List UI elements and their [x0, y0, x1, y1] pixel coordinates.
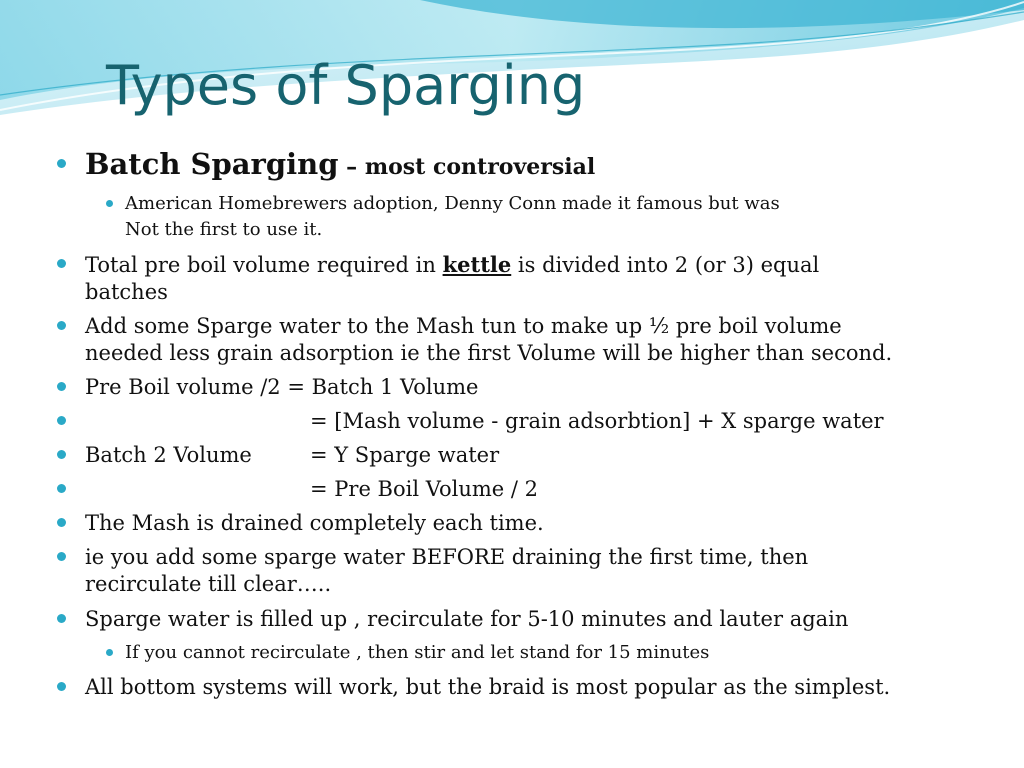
- sub-bullet-dot: [106, 200, 113, 207]
- sub-bullet-line2: Not the first to use it.: [125, 219, 323, 240]
- bullet-item: = [Mash volume - grain adsorbtion] + X sparge water: [310, 409, 884, 433]
- sub-bullet-item: [125, 191, 780, 243]
- bullet-dot: [57, 614, 66, 623]
- bullet-dot: [57, 259, 66, 268]
- heading-main: Batch Sparging: [85, 147, 339, 181]
- bullet-dot: [57, 484, 66, 493]
- bullet-item: = Y Sparge water: [310, 443, 500, 467]
- bullet-item-label: Batch 2 Volume: [85, 443, 252, 467]
- sub-bullet-line1: American Homebrewers adoption, Denny Conn made it famous but was: [125, 193, 780, 214]
- bullet-item: The Mash is drained completely each time.: [85, 511, 544, 535]
- bullet-dot: [57, 682, 66, 691]
- bullet-text-post: is divided into 2 (or 3) equal: [511, 253, 820, 277]
- sub-bullet-dot: [106, 649, 113, 656]
- bullet-item: Sparge water is filled up , recirculate for 5-10 minutes and lauter again: [85, 607, 849, 631]
- bullet-item: [85, 251, 819, 306]
- bullet-dot: [57, 159, 66, 168]
- bullet-dot: [57, 518, 66, 527]
- bullet-line2: batches: [85, 280, 168, 304]
- bullet-item: = Pre Boil Volume / 2: [310, 477, 538, 501]
- bullet-item: [85, 313, 892, 367]
- sub-bullet-item: If you cannot recirculate , then stir and let stand for 15 minutes: [125, 642, 710, 663]
- bullet-text-pre: Total pre boil volume required in: [85, 253, 443, 277]
- bullet-dot: [57, 321, 66, 330]
- bullet-item: All bottom systems will work, but the braid is most popular as the simplest.: [85, 675, 891, 699]
- kettle-emphasis: kettle: [442, 252, 512, 277]
- batch-sparging-heading: [85, 148, 595, 183]
- bullet-dot: [57, 450, 66, 459]
- bullet-item: Pre Boil volume /2 = Batch 1 Volume: [85, 375, 479, 399]
- bullet-dot: [57, 382, 66, 391]
- bullet-dot: [57, 552, 66, 561]
- heading-sub: most controversial: [364, 154, 596, 180]
- bullet-dot: [57, 416, 66, 425]
- bullet-line1: Add some Sparge water to the Mash tun to make up ½ pre boil volume: [85, 314, 842, 338]
- bullet-line2: recirculate till clear…..: [85, 572, 332, 596]
- bullet-line1: ie you add some sparge water BEFORE draining the first time, then: [85, 545, 809, 569]
- bullet-item: [85, 544, 808, 598]
- heading-dash: –: [338, 154, 365, 180]
- slide-title: Types of Sparging: [106, 54, 586, 117]
- bullet-line2: needed less grain adsorption ie the first Volume will be higher than second.: [85, 341, 893, 365]
